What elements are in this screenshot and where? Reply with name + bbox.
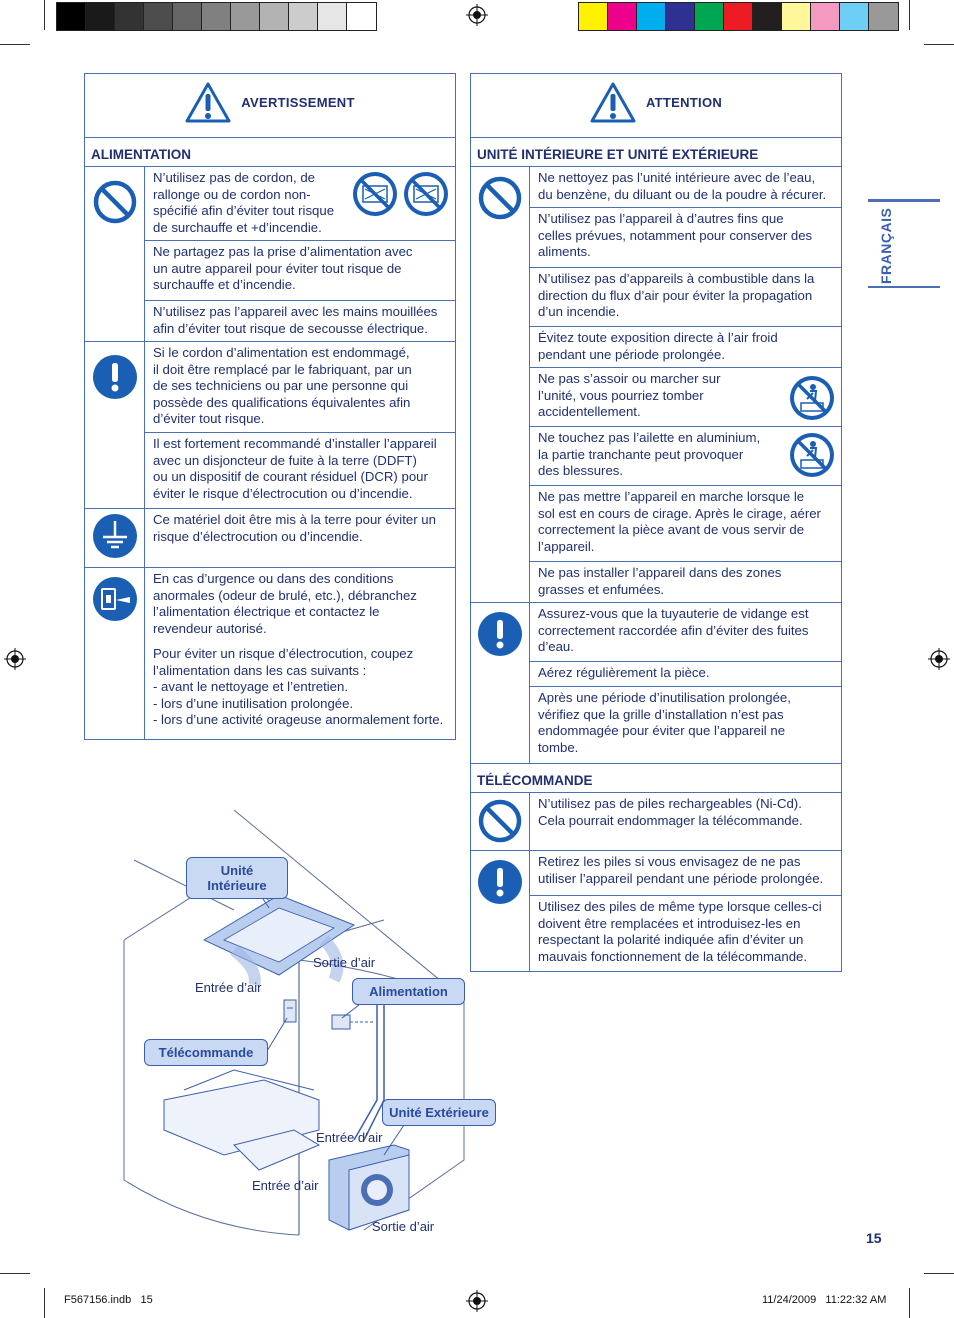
warning-row-0 xyxy=(145,167,456,241)
attention-row-9 xyxy=(530,662,842,687)
warning-text-0: N’utilisez pas de cordon, de rallonge ou de cordon non- spécifié afin d’éviter tout risque de surchauffe et +d’incendie. xyxy=(153,170,335,235)
attention-row-8 xyxy=(530,603,842,662)
no-sitting-icon xyxy=(789,375,835,421)
color-swatch xyxy=(115,3,144,30)
color-swatch xyxy=(608,3,637,30)
color-swatch xyxy=(811,3,840,30)
attention-row-10 xyxy=(530,687,842,764)
language-tab xyxy=(868,199,940,288)
icon-cell xyxy=(85,167,145,342)
attention-row-11 xyxy=(530,793,842,851)
attention-row-13 xyxy=(530,896,842,972)
warning-row-2 xyxy=(145,301,456,342)
icon-cell xyxy=(85,509,145,568)
color-swatch xyxy=(144,3,173,30)
section-title-remote: TÉLÉCOMMANDE xyxy=(471,764,842,793)
prohibition-icon xyxy=(92,179,138,225)
warning-text-3: Si le cordon d’alimentation est endommagé, il doit être remplacé par le fabriquant, par un de ses techniciens ou par une personne qui possède des qualifications équivalentes afin d’éviter tout risque. xyxy=(153,345,412,426)
registration-mark-icon xyxy=(466,1290,488,1312)
remote-label: Télécommande xyxy=(144,1039,268,1066)
attention-text-0: Ne nettoyez pas l’unité intérieure avec de l’eau, du benzène, du diluant ou de la poudre à récurer. xyxy=(538,170,827,202)
attention-row-7 xyxy=(530,562,842,603)
crop-mark xyxy=(0,44,30,45)
warning-text-2: N’utilisez pas l’appareil avec les mains mouillées afin d’éviter tout risque de secousse électrique. xyxy=(153,304,438,336)
crop-mark xyxy=(924,1273,954,1274)
color-swatch xyxy=(57,3,86,30)
footer-timestamp: 11/24/2009 11:22:32 AM xyxy=(762,1294,887,1306)
air-inlet-label: Entrée d’air xyxy=(316,1130,383,1145)
attention-text-8: Assurez-vous que la tuyauterie de vidange est correctement raccordée afin d’éviter des fuites d’eau. xyxy=(538,606,809,654)
attention-row-6 xyxy=(530,486,842,562)
registration-mark-icon xyxy=(466,4,488,26)
language-tab-label: FRANÇAIS xyxy=(878,207,894,284)
color-swatch xyxy=(202,3,231,30)
attention-row-0 xyxy=(530,167,842,208)
caution-triangle-icon xyxy=(590,81,636,125)
color-swatch xyxy=(666,3,695,30)
color-swatch xyxy=(753,3,782,30)
attention-row-5 xyxy=(530,427,842,486)
unplug-icon xyxy=(92,576,138,622)
attention-text-3: Évitez toute exposition directe à l’air froid pendant une période prolongée. xyxy=(538,330,778,362)
color-swatch xyxy=(782,3,811,30)
warning-table xyxy=(84,73,456,740)
color-swatch xyxy=(318,3,347,30)
air-outlet-label: Sortie d’air xyxy=(372,1219,435,1234)
color-swatch xyxy=(695,3,724,30)
attention-text-1: N’utilisez pas l’appareil à d’autres fins que celles prévues, notamment pour conserver des aliments. xyxy=(538,211,813,259)
cmyk-color-bar xyxy=(578,2,899,31)
attention-row-1 xyxy=(530,208,842,268)
footer-file-info: F567156.indb 15 xyxy=(64,1294,153,1306)
air-inlet-label: Entrée d’air xyxy=(252,1178,319,1193)
warning-header xyxy=(85,74,456,138)
air-outlet-label: Sortie d’air xyxy=(313,955,376,970)
indoor-unit-label: Unité Intérieure xyxy=(186,857,288,899)
attention-text-10: Après une période d’inutilisation prolongée, vérifiez que la grille d’installation n’est pas endommagée pour éviter que l’appareil ne tombe. xyxy=(538,690,791,755)
section-title-units: UNITÉ INTÉRIEURE ET UNITÉ EXTÉRIEURE xyxy=(471,138,842,167)
warning-text-4: Il est fortement recommandé d’installer l’appareil avec un disjoncteur de fuite à la terre (DDFT) ou un dispositif de courant résiduel (DCR) pour éviter le risque d’électrocution ou d’incendie. xyxy=(153,436,437,501)
warning-row-6 xyxy=(145,568,456,740)
attention-row-12 xyxy=(530,851,842,896)
color-swatch xyxy=(347,3,376,30)
attention-text-12: Retirez les piles si vous envisagez de ne pas utiliser l’appareil pendant une période prolongée. xyxy=(538,854,824,886)
crop-mark xyxy=(909,1288,910,1318)
attention-row-3 xyxy=(530,327,842,368)
no-extension-cord-icon xyxy=(352,171,398,217)
icon-cell xyxy=(471,603,530,764)
warning-text-5: Ce matériel doit être mis à la terre pour éviter un risque d’électrocution ou d’incendie. xyxy=(153,512,436,544)
mandatory-action-icon xyxy=(92,354,138,400)
attention-table xyxy=(470,73,842,972)
warning-row-1 xyxy=(145,241,456,301)
warning-row-5 xyxy=(145,509,456,568)
air-inlet-label: Entrée d’air xyxy=(195,980,262,995)
attention-text-2: N’utilisez pas d’appareils à combustible dans la direction du flux d’air pour éviter la propagation d’un incendie. xyxy=(538,271,815,319)
attention-row-2 xyxy=(530,268,842,327)
warning-header-label: AVERTISSEMENT xyxy=(241,95,355,110)
color-swatch xyxy=(289,3,318,30)
warning-row-3 xyxy=(145,342,456,433)
attention-text-9: Aérez régulièrement la pièce. xyxy=(538,665,710,680)
attention-header xyxy=(471,74,842,138)
prohibition-icon xyxy=(477,175,523,221)
warning-triangle-icon xyxy=(185,81,231,125)
attention-text-13: Utilisez des piles de même type lorsque celles-ci doivent être remplacées et introduisez-les en respectant la polarité indiquée afin d’éviter un mauvais fonctionnement de la télécommande. xyxy=(538,899,822,964)
grayscale-color-bar xyxy=(56,2,377,31)
crop-mark xyxy=(909,0,910,30)
color-swatch xyxy=(231,3,260,30)
power-label: Alimentation xyxy=(352,978,465,1005)
attention-text-6: Ne pas mettre l’appareil en marche lorsque le sol est en cours de cirage. Après le cirage, aérer correctement la pièce avant de vous servir de l’appareil. xyxy=(538,489,821,554)
attention-text-5: Ne touchez pas l’ailette en aluminium, la partie tranchante peut provoquer des blessures. xyxy=(538,430,761,478)
icon-cell xyxy=(471,167,530,603)
attention-header-label: ATTENTION xyxy=(645,95,723,110)
color-swatch xyxy=(869,3,898,30)
crop-mark xyxy=(924,44,954,45)
warning-text-7: Pour éviter un risque d’électrocution, coupez l’alimentation dans les cas suivants : - avant le nettoyage et l’entretien. - lors d’une inutilisation prolongée. - lors d’une activité orageuse anormalement forte. xyxy=(153,646,444,727)
mandatory-action-icon xyxy=(477,611,523,657)
color-swatch xyxy=(637,3,666,30)
icon-cell xyxy=(85,568,145,740)
attention-row-4 xyxy=(530,368,842,427)
ground-icon xyxy=(92,513,138,559)
attention-text-11: N’utilisez pas de piles rechargeables (Ni-Cd). Cela pourrait endommager la télécommande. xyxy=(538,796,803,828)
color-swatch xyxy=(173,3,202,30)
warning-text-6: En cas d’urgence ou dans des conditions anormales (odeur de brulé, etc.), débranchez l’alimentation électrique et contactez le revendeur autorisé. xyxy=(153,571,417,636)
registration-mark-icon xyxy=(928,648,950,670)
registration-mark-icon xyxy=(4,648,26,670)
warning-row-4 xyxy=(145,433,456,509)
section-title-power: ALIMENTATION xyxy=(85,138,456,167)
attention-text-4: Ne pas s’assoir ou marcher sur l’unité, vous pourriez tomber accidentellement. xyxy=(538,371,721,419)
crop-mark xyxy=(44,1288,45,1318)
crop-mark xyxy=(0,1273,30,1274)
color-swatch xyxy=(260,3,289,30)
color-swatch xyxy=(840,3,869,30)
page-number: 15 xyxy=(866,1230,882,1246)
warning-text-1: Ne partagez pas la prise d’alimentation avec un autre appareil pour éviter tout risque de surchauffe et d’incendie. xyxy=(153,244,413,292)
color-swatch xyxy=(579,3,608,30)
icon-cell xyxy=(85,342,145,509)
outdoor-unit-label: Unité Extérieure xyxy=(382,1099,496,1126)
color-swatch xyxy=(86,3,115,30)
no-touch-fin-icon xyxy=(789,432,835,478)
attention-text-7: Ne pas installer l’appareil dans des zones grasses et enfumées. xyxy=(538,565,782,597)
no-unspecified-cord-icon xyxy=(403,171,449,217)
crop-mark xyxy=(44,0,45,30)
color-swatch xyxy=(724,3,753,30)
